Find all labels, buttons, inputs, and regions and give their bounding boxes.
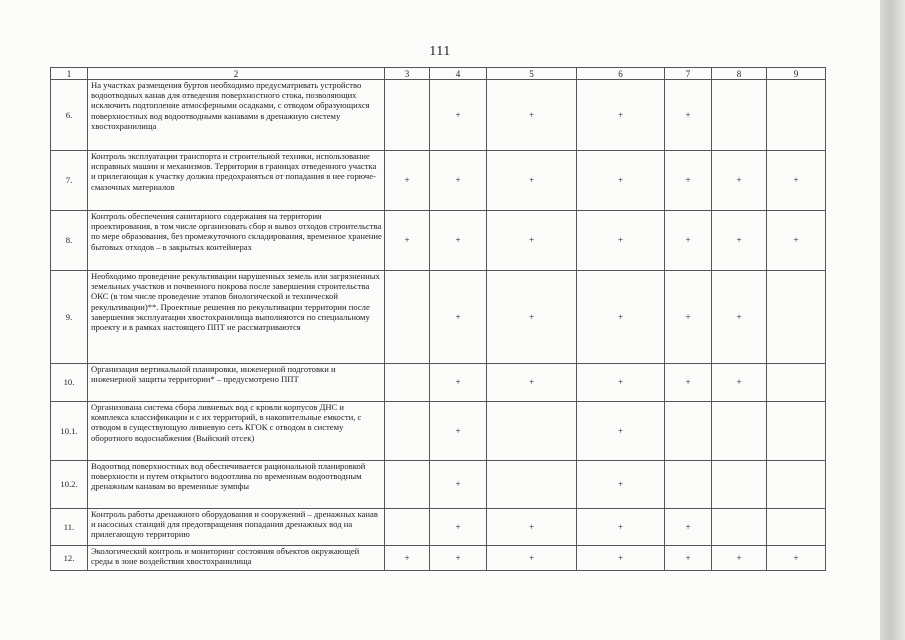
mark-cell: + [430, 461, 487, 509]
mark-cell: + [665, 364, 712, 402]
mark-cell [385, 364, 430, 402]
row-description: Необходимо проведение рекультивации нарушенных земель или загрязненных земельных участков и почвенного покрова после завершения строительства ОКС (в том числе проведение этапов биологической и технической рекультивации)**. Проектные решения по рекультивации территории после завершения эксплуатации хвостохранилища выполняются по специальному проекту и в рамках настоящего ППТ не рассматриваются [88, 271, 385, 364]
mark-cell: + [577, 271, 665, 364]
mark-cell [385, 509, 430, 546]
mark-cell [767, 461, 826, 509]
mark-cell: + [577, 509, 665, 546]
row-description: Организована система сбора ливневых вод с кровли корпусов ДНС и комплекса классификации и с их территорий, в накопительные емкости, с отводом в существующую ливневую сеть КГОК с отводом в систему оборотного водоснабжения (Выйский отсек) [88, 402, 385, 461]
header-cell: 5 [487, 68, 577, 80]
mark-cell: + [665, 546, 712, 571]
mark-cell: + [712, 364, 767, 402]
mark-cell [665, 461, 712, 509]
row-description: Экологический контроль и мониторинг состояния объектов окружающей среды в зоне воздействия хвостохранилища [88, 546, 385, 571]
mark-cell: + [665, 151, 712, 211]
mark-cell [767, 271, 826, 364]
mark-cell: + [577, 461, 665, 509]
row-description: Водоотвод поверхностных вод обеспечивается рациональной планировкой поверхности и путем открытого водоотлива по временным водоотводным дренажным канавам во временные зумпфы [88, 461, 385, 509]
header-cell: 1 [51, 68, 88, 80]
mark-cell: + [430, 271, 487, 364]
mark-cell [487, 402, 577, 461]
table-row [51, 151, 826, 211]
row-number: 10. [51, 364, 88, 402]
mark-cell: + [430, 402, 487, 461]
mark-cell [385, 461, 430, 509]
mark-cell: + [712, 151, 767, 211]
row-description: Организация вертикальной планировки, инженерной подготовки и инженерной защиты территории* – предусмотрено ППТ [88, 364, 385, 402]
mark-cell: + [430, 151, 487, 211]
row-number: 12. [51, 546, 88, 571]
mark-cell: + [712, 271, 767, 364]
row-number: 8. [51, 211, 88, 271]
mark-cell: + [430, 80, 487, 151]
mark-cell: + [665, 509, 712, 546]
page-number: 111 [429, 44, 451, 59]
mark-cell: + [767, 151, 826, 211]
mark-cell [712, 402, 767, 461]
mark-cell: + [430, 364, 487, 402]
mark-cell: + [577, 364, 665, 402]
mark-cell [767, 509, 826, 546]
mark-cell: + [665, 271, 712, 364]
header-cell: 4 [430, 68, 487, 80]
mark-cell: + [487, 80, 577, 151]
mark-cell: + [577, 151, 665, 211]
mark-cell [712, 509, 767, 546]
mark-cell: + [487, 546, 577, 571]
mark-cell: + [487, 151, 577, 211]
mark-cell [385, 271, 430, 364]
table-row [51, 461, 826, 509]
mark-cell: + [767, 546, 826, 571]
mark-cell: + [430, 546, 487, 571]
table-row [51, 80, 826, 151]
mark-cell: + [385, 546, 430, 571]
row-number: 11. [51, 509, 88, 546]
table-row [51, 211, 826, 271]
mark-cell: + [577, 546, 665, 571]
table-row [51, 271, 826, 364]
row-number: 6. [51, 80, 88, 151]
header-cell: 3 [385, 68, 430, 80]
mark-cell [712, 80, 767, 151]
mark-cell: + [385, 211, 430, 271]
mark-cell [712, 461, 767, 509]
header-cell: 6 [577, 68, 665, 80]
table-row [51, 364, 826, 402]
row-number: 7. [51, 151, 88, 211]
mark-cell: + [430, 211, 487, 271]
header-cell: 9 [767, 68, 826, 80]
measures-table [50, 67, 826, 571]
mark-cell: + [577, 80, 665, 151]
mark-cell: + [767, 211, 826, 271]
mark-cell [665, 402, 712, 461]
mark-cell: + [712, 546, 767, 571]
mark-cell: + [487, 271, 577, 364]
mark-cell [767, 80, 826, 151]
mark-cell: + [430, 509, 487, 546]
table-row [51, 509, 826, 546]
mark-cell: + [577, 211, 665, 271]
row-number: 9. [51, 271, 88, 364]
row-description: Контроль работы дренажного оборудования и сооружений – дренажных канав и насосных станций для предотвращения попадания дренажных вод на прилегающую территорию [88, 509, 385, 546]
row-number: 10.1. [51, 402, 88, 461]
mark-cell [767, 402, 826, 461]
mark-cell [767, 364, 826, 402]
header-cell: 8 [712, 68, 767, 80]
table-row [51, 402, 826, 461]
mark-cell: + [665, 211, 712, 271]
mark-cell: + [487, 211, 577, 271]
row-description: Контроль обеспечения санитарного содержания на территории проектирования, в том числе организовать сбор и вывоз отходов строительства по мере образования, без промежуточного складирования, временное хранение бытовых отходов – в закрытых контейнерах [88, 211, 385, 271]
row-description: Контроль эксплуатации транспорта и строительной техники, использование исправных машин и механизмов. Территория в границах отведенного участка и прилегающая к участку должна предохраняться от попадания в нее горюче-смазочных материалов [88, 151, 385, 211]
header-cell: 7 [665, 68, 712, 80]
mark-cell [385, 80, 430, 151]
row-number: 10.2. [51, 461, 88, 509]
page-edge-shadow [880, 0, 905, 640]
mark-cell: + [487, 364, 577, 402]
mark-cell: + [577, 402, 665, 461]
mark-cell: + [385, 151, 430, 211]
row-description: На участках размещения буртов необходимо предусматривать устройство водоотводных канав для отведения поверхностного стока, позволяющих исключить подтопление атмосферными осадками, с отводом образующихся поверхностных вод водоотводными канавами в дренажную систему хвостохранилища [88, 80, 385, 151]
table-row [51, 546, 826, 571]
header-row [51, 68, 826, 80]
mark-cell [487, 461, 577, 509]
mark-cell [385, 402, 430, 461]
mark-cell: + [487, 509, 577, 546]
header-cell: 2 [88, 68, 385, 80]
mark-cell: + [712, 211, 767, 271]
mark-cell: + [665, 80, 712, 151]
